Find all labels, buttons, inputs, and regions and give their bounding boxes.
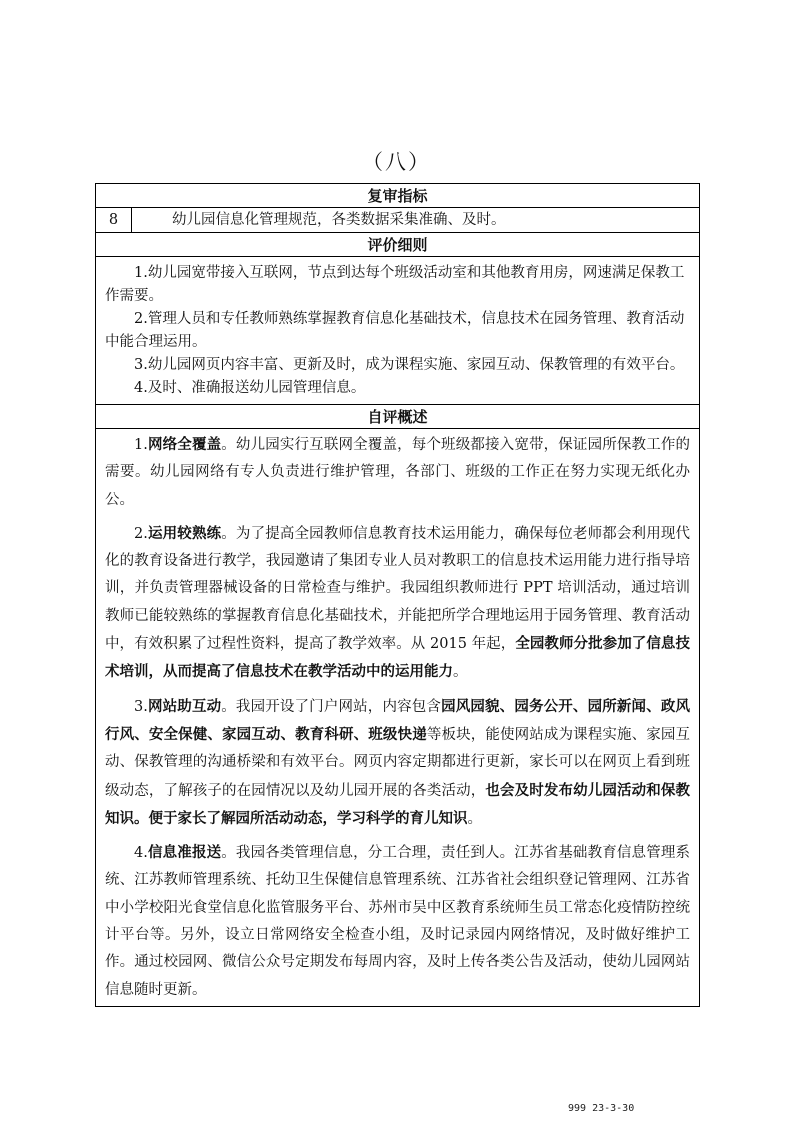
evaluation-table [95, 183, 700, 1007]
paragraph-number: 4. [134, 845, 148, 862]
paragraph-heading: 信息准报送 [147, 844, 222, 862]
self-evaluation-body [96, 429, 699, 1006]
paragraph-text: 。我园开设了门户网站，内容包含 [221, 698, 442, 715]
paragraph-text: 。为了提高全园教师信息教育技术运用能力，确保每位老师都会利用现代化的教育设备进行教学，我园邀请了集团专业人员对教职工的信息技术运用能力进行指导培训，并负责管理器械设备的日常检查与维护。我园组织教师进行 PPT 培训活动，通过培训教师已能较熟练的掌握教育信息化基础技术，并能把所学合理地运用于园务管理、教育活动中，有效积累了过程性资料，提高了教学效率。从 2015 年起， [105, 525, 691, 653]
paragraph-end: 。 [467, 810, 482, 827]
paragraph-heading: 运用较熟练 [147, 524, 222, 542]
paragraph-text: 。幼儿园实行互联网全覆盖，每个班级都接入宽带，保证园所保教工作的需要。幼儿园网络有专人负责进行维护管理，各部门、班级的工作正在努力实现无纸化办公。 [105, 437, 691, 508]
evaluation-details-header: 评价细则 [96, 233, 699, 257]
website-modules: 园风园貌、园务公开、园所新闻、政风行风、安全保健、家园互动、教育科研、班级快递 [105, 697, 691, 743]
review-indicator-header: 复审指标 [96, 184, 699, 208]
detail-item: 1.幼儿园宽带接入互联网，节点到达每个班级活动室和其他教育用房，网速满足保教工作需要。 [105, 265, 685, 304]
detail-item: 3.幼儿园网页内容丰富、更新及时，成为课程实施、家园互动、保教管理的有效平台。 [134, 357, 685, 373]
paragraph-emphasis: 也会及时发布幼儿园活动和保教知识。便于家长了解园所活动动态，学习科学的育儿知识 [105, 781, 691, 827]
summary-paragraph-usage [105, 520, 690, 687]
summary-paragraph-reporting [105, 839, 690, 1004]
paragraph-number: 2. [134, 525, 148, 542]
footer-code: 999 23-3-30 [568, 1103, 635, 1114]
evaluation-details-list [96, 257, 699, 405]
detail-item: 4.及时、准确报送幼儿园管理信息。 [134, 380, 366, 396]
summary-paragraph-network [105, 431, 690, 514]
paragraph-heading: 网站助互动 [147, 697, 222, 715]
criterion-row [96, 208, 699, 233]
detail-item: 2.管理人员和专任教师熟练掌握教育信息化基础技术，信息技术在园务管理、教育活动中能合理运用。 [105, 311, 685, 350]
paragraph-number: 1. [134, 437, 148, 453]
criterion-number: 8 [96, 208, 132, 232]
paragraph-emphasis: 全园教师分批参加了信息技术培训，从而提高了信息技术在教学活动中的运用能力 [105, 635, 690, 681]
paragraph-heading: 网络全覆盖 [147, 436, 222, 453]
paragraph-text: 等板块，能使网站成为课程实施、家园互动、保教管理的沟通桥梁和有效平台。网页内容定期都进行更新，家长可以在网页上看到班级动态，了解孩子的在园情况以及幼儿园开展的各类活动， [105, 726, 691, 799]
criterion-text: 幼儿园信息化管理规范，各类数据采集准确、及时。 [172, 212, 506, 228]
self-evaluation-header: 自评概述 [96, 405, 699, 429]
paragraph-end: 。 [453, 664, 468, 681]
page-title: （八） [362, 150, 431, 174]
summary-paragraph-website [105, 693, 690, 833]
paragraph-text: 。我园各类管理信息，分工合理，责任到人。江苏省基础教育信息管理系统、江苏教师管理系统、托幼卫生保健信息管理系统、江苏省社会组织登记管理网、江苏省中小学校阳光食堂信息化监管服务平台、苏州市吴中区教育系统师生员工常态化疫情防控统计平台等。另外，设立日常网络安全检查小组，及时记录园内网络情况，及时做好维护工作。通过校园网、微信公众号定期发布每周内容，及时上传各类公告及活动，使幼儿园网站信息随时更新。 [105, 845, 691, 998]
paragraph-number: 3. [134, 698, 148, 715]
